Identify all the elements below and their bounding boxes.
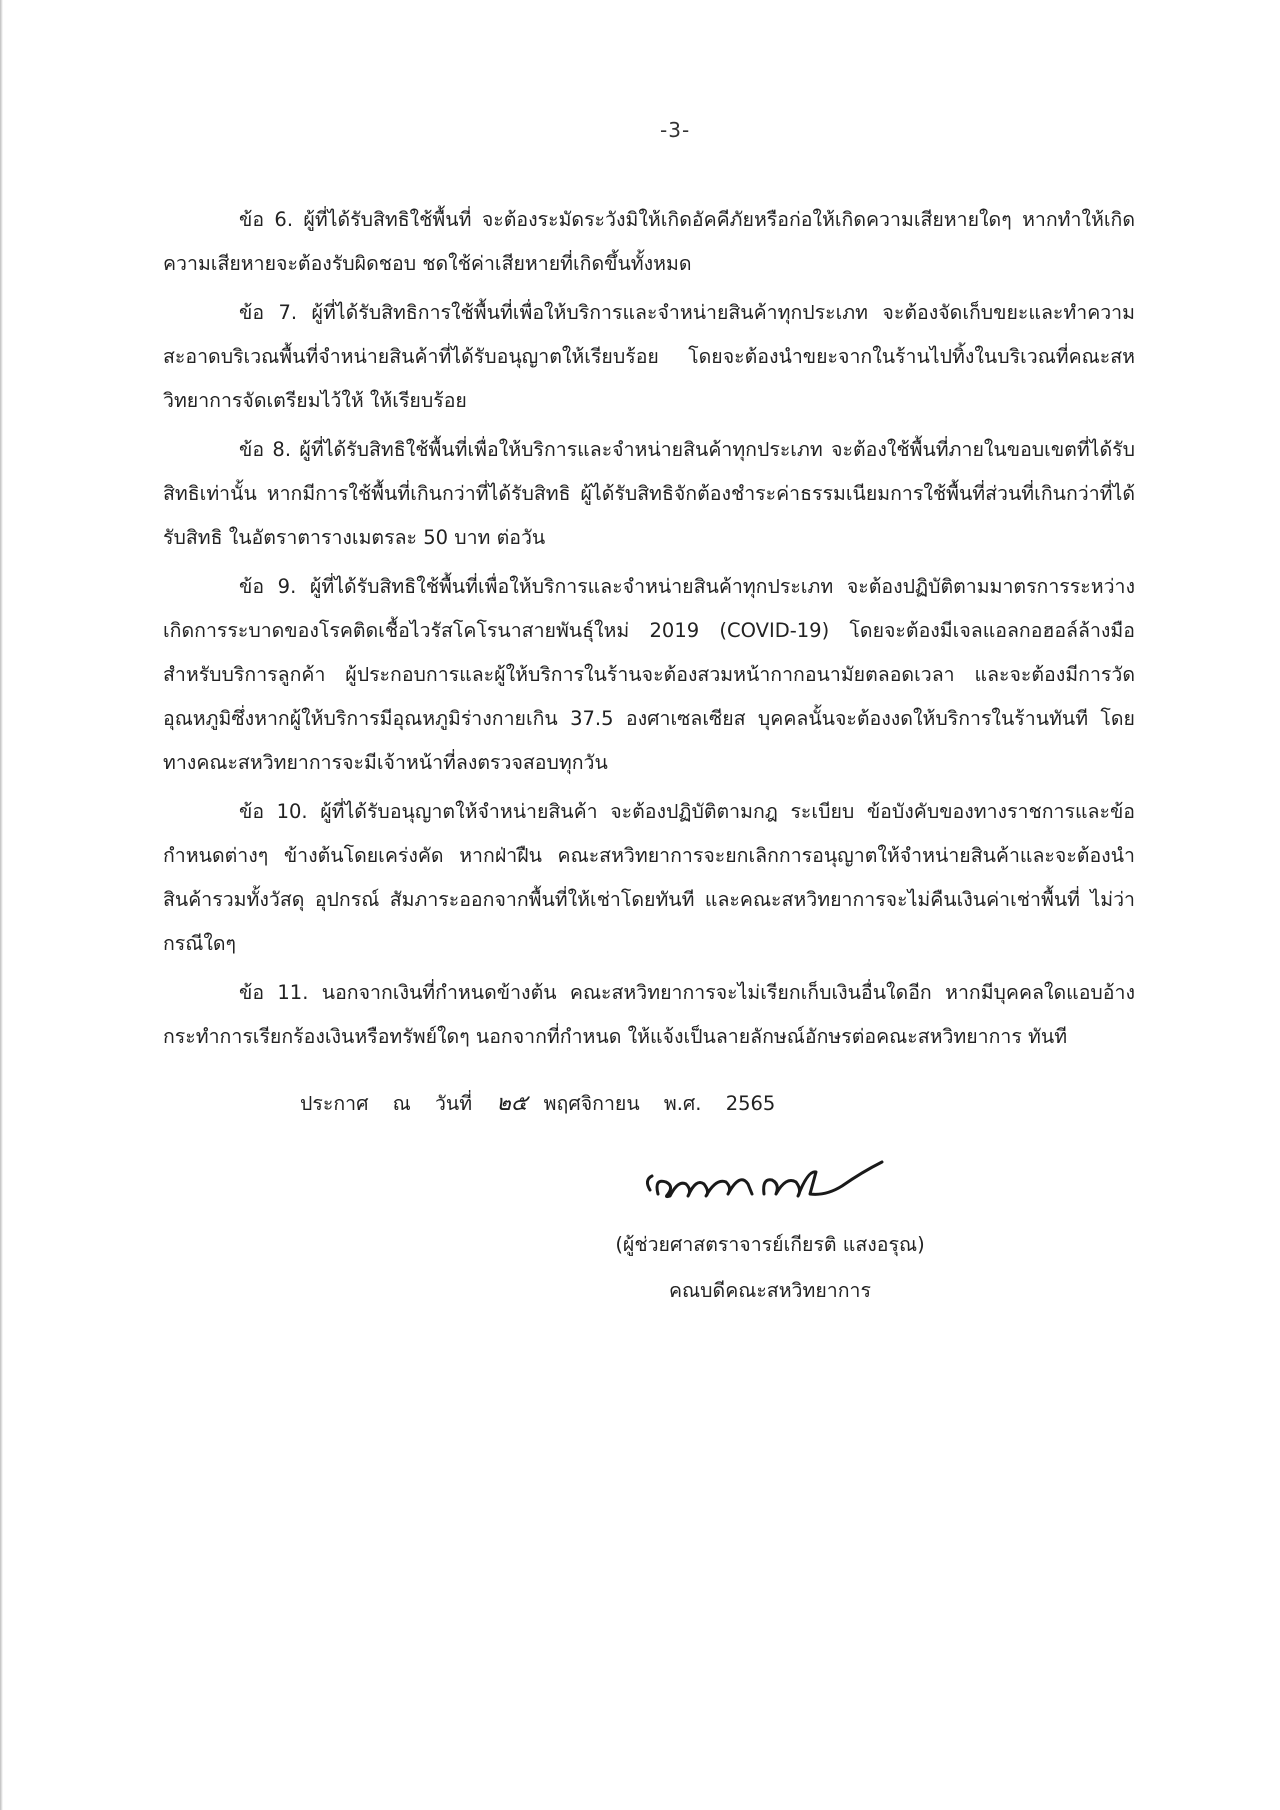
announcement-month: พฤศจิกายน [543, 1092, 640, 1115]
clause-10: ข้อ 10. ผู้ที่ได้รับอนุญาตให้จำหน่ายสินค้า จะต้องปฏิบัติตามกฎ ระเบียบ ข้อบังคับของทางราชการและข้อกำหนดต่างๆ ข้างต้นโดยเคร่งคัด หากฝ่าฝืน คณะสหวิทยาการจะยกเลิกการอนุญาตให้จำหน่ายสินค้าและจะต้องนำสินค้ารวมทั้งวัสดุ อุปกรณ์ สัมภาระออกจากพื้นที่ให้เช่าโดยทันที และคณะสหวิทยาการจะไม่คืนเงินค่าเช่าพื้นที่ ไม่ว่ากรณีใดๆ [163, 800, 1135, 955]
announcement-year: 2565 [725, 1092, 776, 1115]
announcement-prefix: ประกาศ [300, 1092, 369, 1115]
clause-9: ข้อ 9. ผู้ที่ได้รับสิทธิใช้พื้นที่เพื่อให้บริการและจำหน่ายสินค้าทุกประเภท จะต้องปฏิบัติตามมาตรการระหว่างเกิดการระบาดของโรคติดเชื้อไวรัสโคโรนาสายพันธุ์ใหม่ 2019 (COVID-19) โดยจะต้องมีเจลแอลกอฮอล์ล้างมือสำหรับบริการลูกค้า ผู้ประกอบการและผู้ให้บริการในร้านจะต้องสวมหน้ากากอนามัยตลอดเวลา และจะต้องมีการวัดอุณหภูมิซึ่งหากผู้ให้บริการมีอุณหภูมิร่างกายเกิน 37.5 องศาเซลเซียส บุคคลนั้นจะต้องงดให้บริการในร้านทันที โดยทางคณะสหวิทยาการจะมีเจ้าหน้าที่ลงตรวจสอบทุกวัน [163, 575, 1135, 774]
page-number: -3- [660, 118, 691, 142]
clause-6: ข้อ 6. ผู้ที่ได้รับสิทธิใช้พื้นที่ จะต้องระมัดระวังมิให้เกิดอัคคีภัยหรือก่อให้เกิดความเสียหายใดๆ หากทำให้เกิดความเสียหายจะต้องรับผิดชอบ ชดใช้ค่าเสียหายที่เกิดขึ้นทั้งหมด [163, 208, 1135, 275]
clause-11: ข้อ 11. นอกจากเงินที่กำหนดข้างต้น คณะสหวิทยาการจะไม่เรียกเก็บเงินอื่นใดอีก หากมีบุคคลใดแอบอ้างกระทำการเรียกร้องเงินหรือทรัพย์ใดๆ นอกจากที่กำหนด ให้แจ้งเป็นลายลักษณ์อักษรต่อคณะสหวิทยาการ ทันที [163, 981, 1135, 1048]
signer-title: คณบดีคณะสหวิทยาการ [669, 1279, 871, 1302]
announcement-date-line [300, 1085, 793, 1120]
announcement-at: ณ [392, 1092, 411, 1115]
clause-7: ข้อ 7. ผู้ที่ได้รับสิทธิการใช้พื้นที่เพื่อให้บริการและจำหน่ายสินค้าทุกประเภท จะต้องจัดเก็บขยะและทำความสะอาดบริเวณพื้นที่จำหน่ายสินค้าที่ได้รับอนุญาตให้เรียบร้อย โดยจะต้องนำขยะจากในร้านไปทิ้งในบริเวณที่คณะสหวิทยาการจัดเตรียมไว้ให้ ให้เรียบร้อย [163, 301, 1135, 412]
scan-edge [0, 0, 3, 1810]
signer-name: (ผู้ช่วยศาสตราจารย์เกียรติ แสงอรุณ) [615, 1233, 925, 1256]
clause-8: ข้อ 8. ผู้ที่ได้รับสิทธิใช้พื้นที่เพื่อให้บริการและจำหน่ายสินค้าทุกประเภท จะต้องใช้พื้นที่ภายในขอบเขตที่ได้รับสิทธิเท่านั้น หากมีการใช้พื้นที่เกินกว่าที่ได้รับสิทธิ ผู้ได้รับสิทธิจักต้องชำระค่าธรรมเนียมการใช้พื้นที่ส่วนที่เกินกว่าที่ได้รับสิทธิ ในอัตราตารางเมตรละ 50 บาท ต่อวัน [163, 438, 1135, 549]
handwritten-signature [630, 1150, 890, 1220]
announcement-date-label: วันที่ [434, 1092, 473, 1115]
document-body [163, 198, 1135, 1064]
announcement-day: ๒๕ [496, 1091, 528, 1116]
announcement-era: พ.ศ. [663, 1092, 702, 1115]
